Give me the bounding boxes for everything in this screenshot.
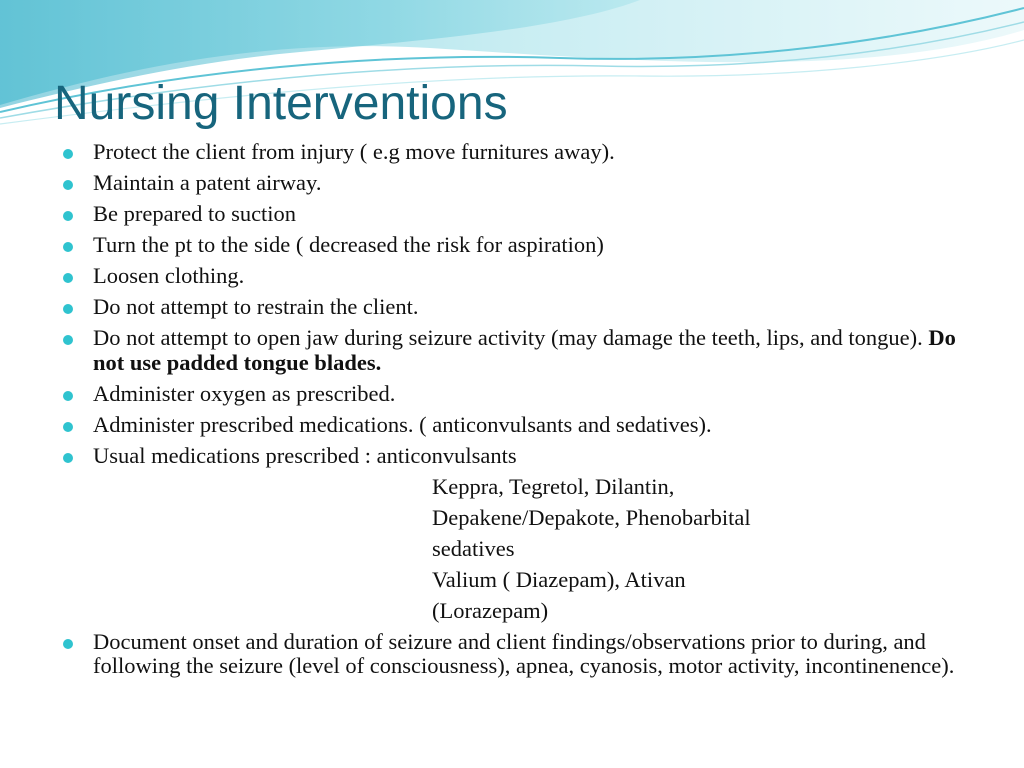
bullet-bold-warning: Do not use padded tongue blades. bbox=[93, 325, 956, 375]
medication-line: (Lorazepam) bbox=[432, 597, 549, 623]
bullet-dot-icon bbox=[63, 335, 73, 345]
bullet-item bbox=[60, 264, 980, 289]
bullet-item bbox=[60, 326, 980, 375]
bullet-dot-icon bbox=[63, 211, 73, 221]
medication-line: Valium ( Diazepam), Ativan bbox=[432, 566, 686, 592]
bullet-item bbox=[60, 295, 980, 320]
bullet-item bbox=[60, 630, 980, 679]
bullet-dot-icon bbox=[63, 304, 73, 314]
bullet-text: Administer oxygen as prescribed. bbox=[93, 380, 396, 406]
medication-line: Keppra, Tegretol, Dilantin, bbox=[432, 473, 675, 499]
bullet-item bbox=[60, 382, 980, 407]
medication-line: Depakene/Depakote, Phenobarbital bbox=[432, 504, 751, 530]
bullet-text: Be prepared to suction bbox=[93, 201, 297, 226]
bullet-dot-icon bbox=[63, 149, 73, 159]
bullet-text: Administer prescribed medications. ( anticonvulsants and sedatives). bbox=[93, 411, 712, 437]
bullet-text: Maintain a patent airway. bbox=[93, 170, 322, 195]
slide-title: Nursing Interventions bbox=[54, 77, 508, 130]
bullet-item bbox=[60, 413, 980, 438]
bullet-list bbox=[60, 140, 980, 685]
bullet-item bbox=[60, 202, 980, 227]
bullet-dot-icon bbox=[63, 453, 73, 463]
bullet-dot-icon bbox=[63, 639, 73, 649]
bullet-dot-icon bbox=[63, 273, 73, 283]
bullet-dot-icon bbox=[63, 391, 73, 401]
bullet-text: Loosen clothing. bbox=[93, 263, 245, 288]
bullet-text: Do not attempt to restrain the client. bbox=[93, 294, 419, 319]
bullet-text: Turn the pt to the side ( decreased the risk for aspiration) bbox=[93, 232, 604, 257]
bullet-item bbox=[60, 444, 980, 469]
bullet-dot-icon bbox=[63, 180, 73, 190]
medication-line: sedatives bbox=[432, 535, 515, 561]
bullet-dot-icon bbox=[63, 242, 73, 252]
bullet-text: Document onset and duration of seizure and client findings/observations prior to during, and following the seizure (level of consciousness), apnea, cyanosis, motor activity, incontinenence). bbox=[93, 628, 955, 678]
bullet-item bbox=[60, 171, 980, 196]
bullet-item bbox=[60, 233, 980, 258]
bullet-text: Do not attempt to open jaw during seizure activity (may damage the teeth, lips, and tongue). bbox=[93, 325, 923, 350]
bullet-dot-icon bbox=[63, 422, 73, 432]
bullet-text: Protect the client from injury ( e.g move furnitures away). bbox=[93, 139, 615, 164]
bullet-text: Usual medications prescribed : anticonvulsants bbox=[93, 442, 517, 468]
bullet-item bbox=[60, 140, 980, 165]
